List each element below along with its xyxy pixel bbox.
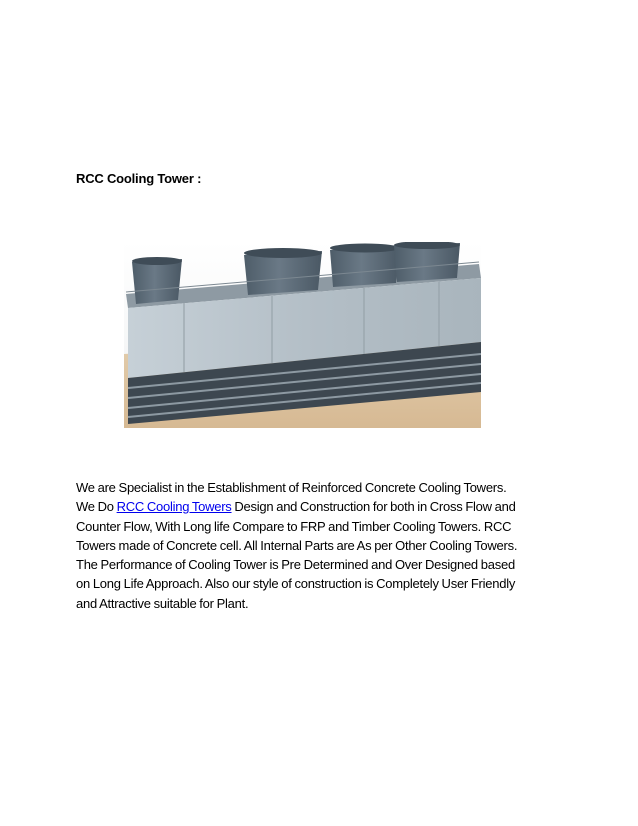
cooling-tower-image (124, 242, 481, 428)
cooling-tower-illustration (124, 242, 481, 428)
paragraph-line: We are Specialist in the Establishment of Reinforced Concrete Cooling Towers. (76, 480, 507, 495)
paragraph-line: Towers made of Concrete cell. All Internal Parts are As per Other Cooling Towers. (76, 537, 518, 553)
paragraph-line: on Long Life Approach. Also our style of construction is Completely User Friendly (76, 576, 516, 592)
heading: RCC Cooling Tower : (76, 171, 202, 186)
paragraph-text: We Do (76, 499, 117, 515)
paragraph-line: and Attractive suitable for Plant. (76, 595, 249, 611)
description-paragraph (76, 478, 576, 613)
paragraph-line (76, 497, 576, 516)
paragraph-text: Design and Construction for both in Cross Flow and (231, 499, 516, 515)
paragraph-line: Counter Flow, With Long life Compare to FRP and Timber Cooling Towers. RCC (76, 518, 512, 534)
rcc-cooling-towers-link[interactable]: RCC Cooling Towers (116, 499, 232, 515)
paragraph-line: The Performance of Cooling Tower is Pre Determined and Over Designed based (76, 557, 515, 573)
